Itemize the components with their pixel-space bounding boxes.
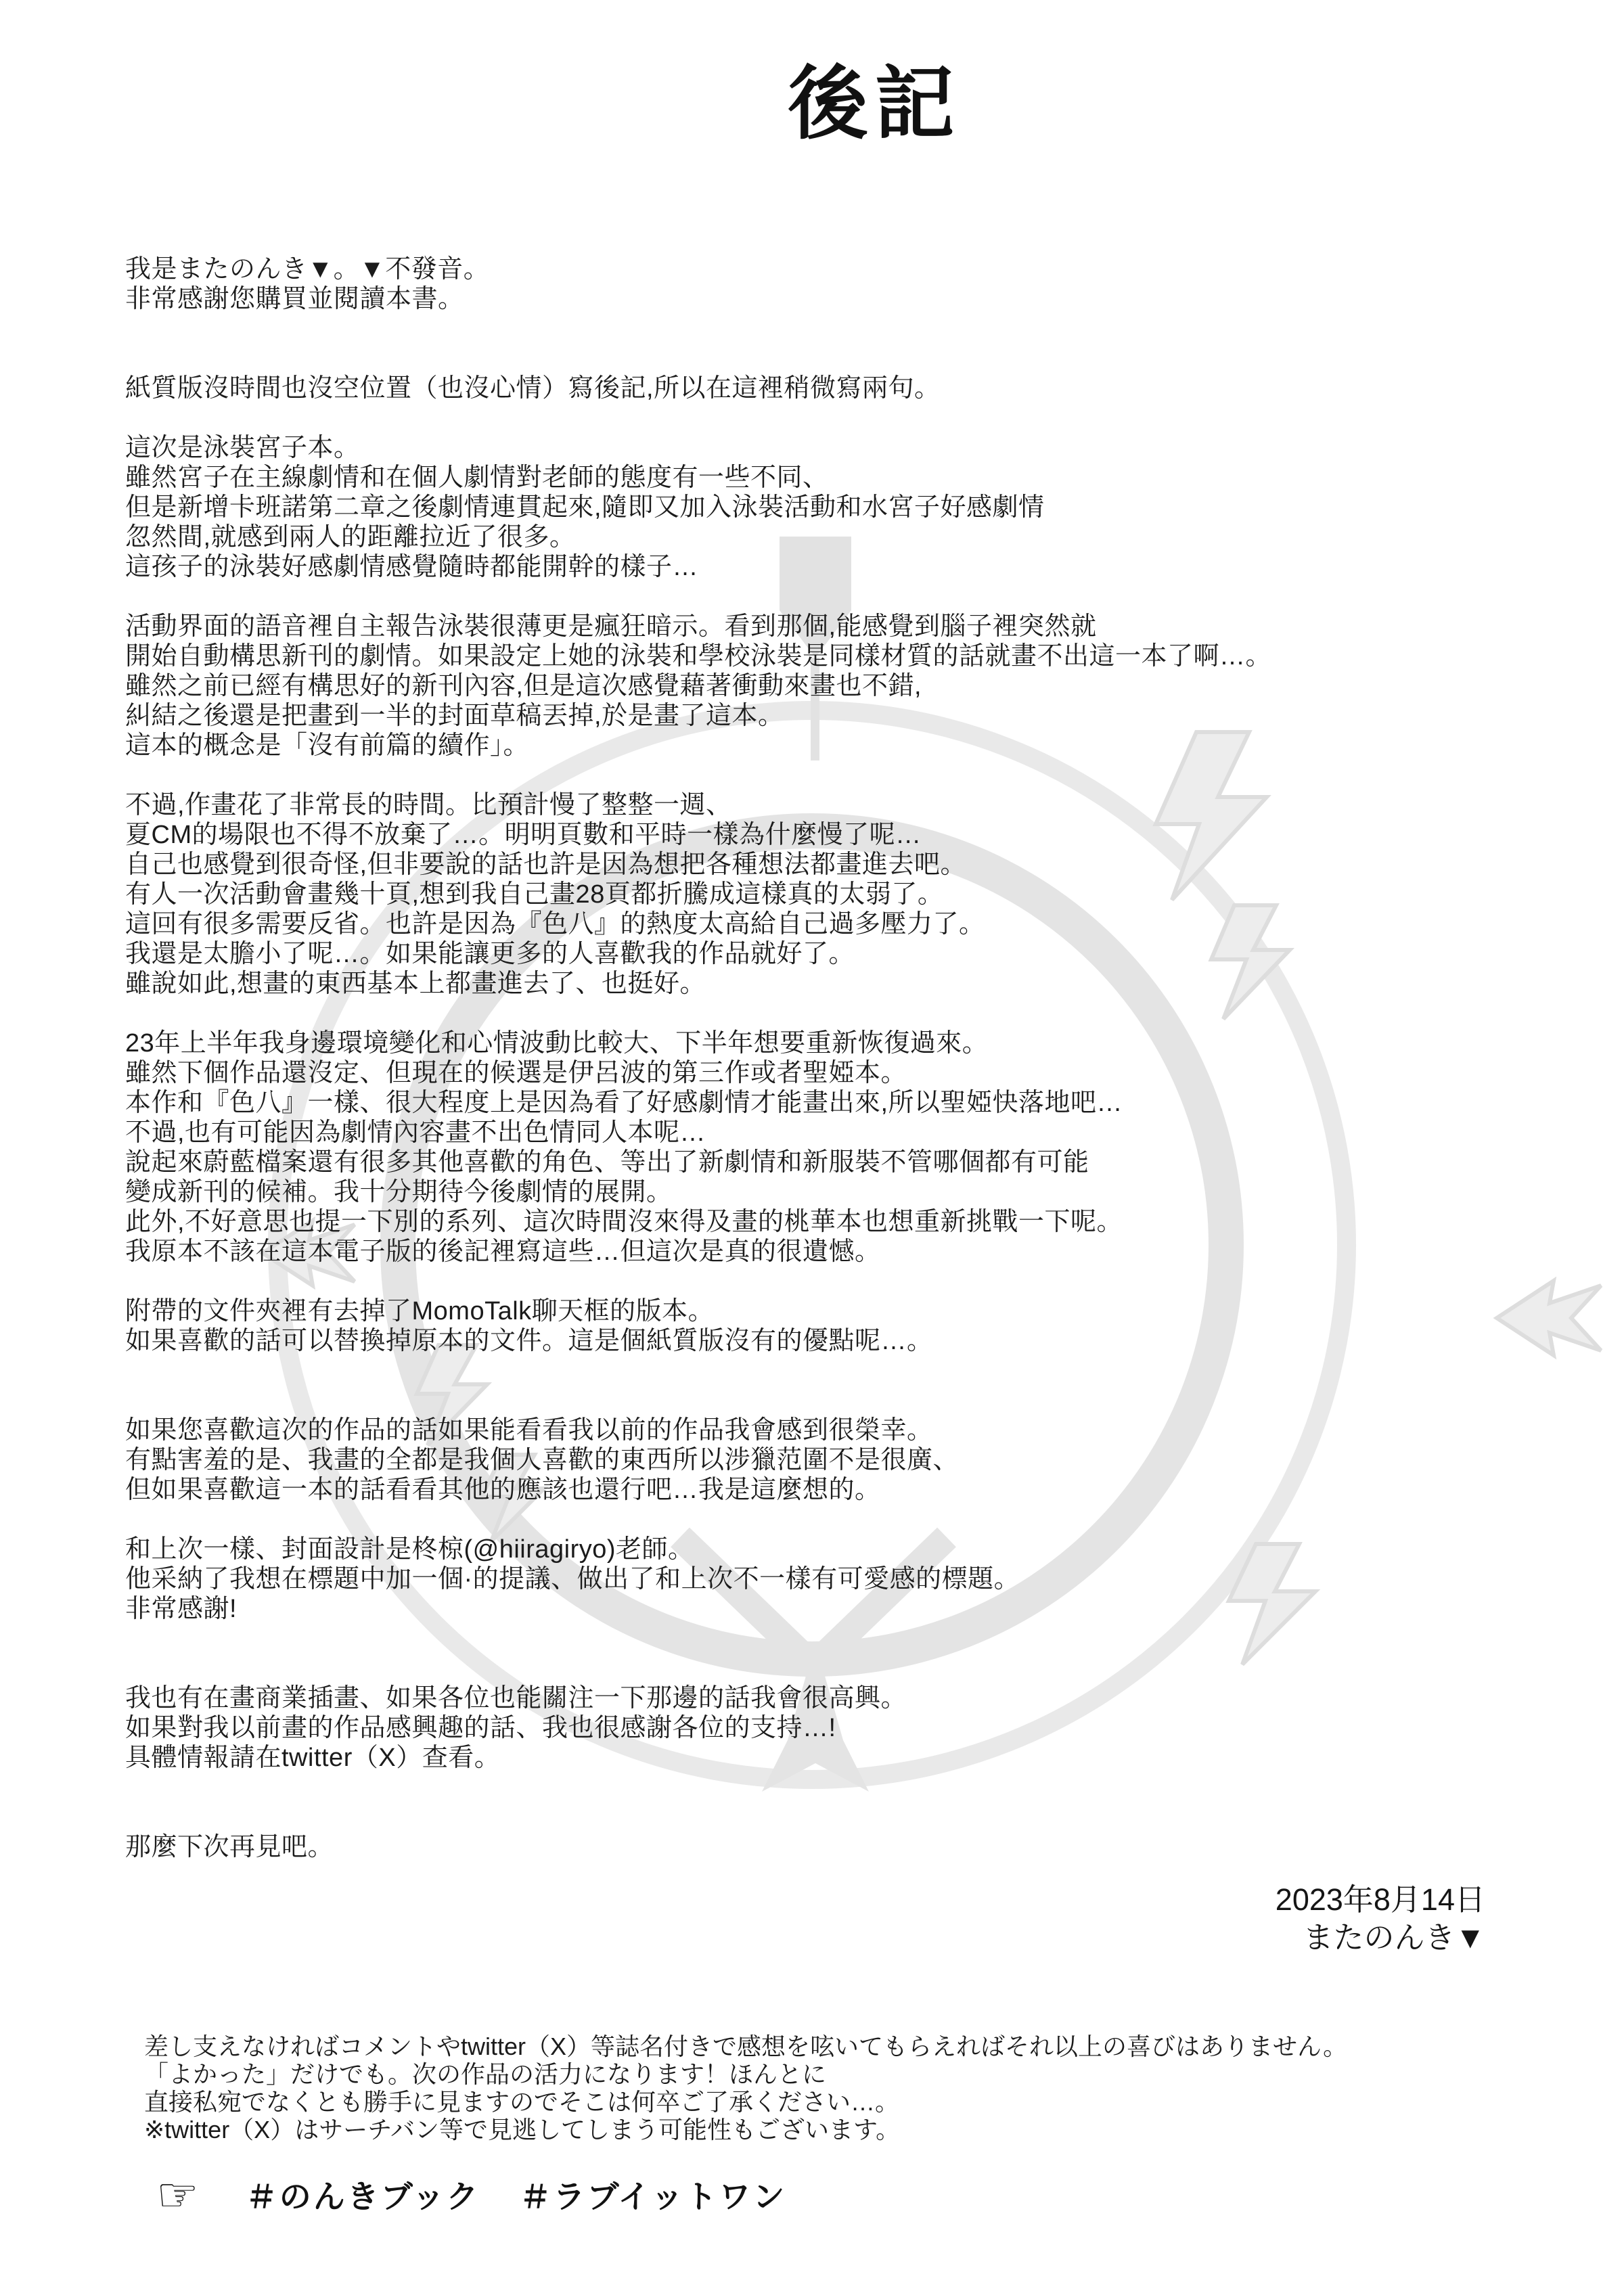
afterword-line [125,582,1624,612]
afterword-line: 我還是太膽小了呢…。如果能讓更多的人喜歡我的作品就好了。 [125,940,855,968]
postscript-line: 差し支えなければコメントやtwitter（X）等誌名付きで感想を呟いてもらえればそれ以上の喜びはありません。 [144,2033,1348,2060]
postscript-line: ※twitter（X）はサーチバン等で見逃してしまう可能性もございます。 [144,2116,901,2143]
afterword-line: 有人一次活動會畫幾十頁,想到我自己畫28頁都折騰成這樣真的太弱了。 [125,880,944,909]
afterword-line: 但是新增卡班諾第二章之後劇情連貫起來,隨即又加入泳裝活動和水宮子好感劇情 [125,493,1045,522]
afterword-line [125,760,1624,790]
afterword-line: 夏CM的場限也不得不放棄了…。明明頁數和平時一樣為什麼慢了呢… [125,821,922,849]
afterword-line: 變成新刊的候補。我十分期待今後劇情的展開。 [125,1178,673,1206]
afterword-line: 我是またのんき▼。▼不發音。 [125,255,490,283]
afterword-line: 如果對我以前畫的作品感興趣的話、我也很感謝各位的支持…! [125,1714,836,1742]
afterword-line: 他采納了我想在標題中加一個·的提議、做出了和上次不一樣有可愛感的標題。 [125,1565,1020,1593]
hashtag-line [156,2168,1624,2221]
afterword-line [125,403,1624,433]
afterword-line: 糾結之後還是把畫到一半的封面草稿丟掉,於是畫了這本。 [125,702,784,730]
postscript-line: 「よかった」だけでも。次の作品の活力になります！ほんとに [144,2060,827,2088]
afterword-line: 本作和『色八』一樣、很大程度上是因為看了好感劇情才能畫出來,所以聖婭快落地吧… [125,1089,1123,1117]
afterword-line: 不過,也有可能因為劇情內容畫不出色情同人本呢… [125,1118,706,1147]
afterword-line: 非常感謝! [125,1595,238,1623]
afterword-line: 但如果喜歡這一本的話看看其他的應該也還行吧…我是這麼想的。 [125,1476,881,1504]
afterword-line: 非常感謝您購買並閱讀本書。 [125,285,464,313]
afterword-line: 忽然間,就感到兩人的距離拉近了很多。 [125,523,576,551]
hashtag-nonki-book: ＃のんきブック [245,2179,480,2215]
afterword-line: 此外,不好意思也提一下別的系列、這次時間沒來得及畫的桃華本也想重新挑戰一下呢。 [125,1208,1123,1236]
afterword-line [125,1802,1624,1832]
afterword-line: 具體情報請在twitter（X）查看。 [125,1744,501,1772]
afterword-line: 開始自動構思新刊的劇情。如果設定上她的泳裝和學校泳裝是同樣材質的話就畫不出這一本了啊…。 [125,642,1272,671]
afterword-line: 如果您喜歡這次的作品的話如果能看看我以前的作品我會感到很榮幸。 [125,1416,933,1445]
signoff-author: またのんき▼ [1303,1920,1485,1955]
afterword-line [125,1624,1624,1654]
afterword-line: 我也有在畫商業插畫、如果各位也能關注一下那邊的話我會很高興。 [125,1684,907,1712]
afterword-line [125,1356,1624,1386]
afterword-line: 這次是泳裝宮子本。 [125,434,360,462]
afterword-line: 雖然下個作品還沒定、但現在的候選是伊呂波的第三作或者聖婭本。 [125,1059,907,1087]
afterword-line: 如果喜歡的話可以替換掉原本的文件。這是個紙質版沒有的優點呢…。 [125,1327,933,1355]
afterword-line: 紙質版沒時間也沒空位置（也沒心情）寫後記,所以在這裡稍微寫兩句。 [125,374,941,403]
afterword-line: 附帶的文件夾裡有去掉了MomoTalk聊天框的版本。 [125,1297,715,1325]
signoff-block [125,1881,1624,1957]
afterword-line [125,1654,1624,1683]
afterword-line: 不過,作畫花了非常長的時間。比預計慢了整整一週、 [125,791,732,819]
hashtag-love-it-one: ＃ラブイットワン [519,2179,787,2215]
afterword-line: 我原本不該在這本電子版的後記裡寫這些…但這次是真的很遺憾。 [125,1238,881,1266]
postscript-line: 直接私宛でなくとも勝手に見ますのでそこは何卒ご了承ください…。 [144,2088,900,2116]
afterword-line [125,1267,1624,1296]
afterword-line: 雖然之前已經有構思好的新刊內容,但是這次感覺藉著衝動來畫也不錯, [125,672,922,700]
afterword-line: 和上次一樣、封面設計是柊椋(@hiiragiryo)老師。 [125,1535,694,1564]
afterword-line: 活動界面的語音裡自主報告泳裝很薄更是瘋狂暗示。看到那個,能感覺到腦子裡突然就 [125,612,1097,641]
afterword-line: 自己也感覺到很奇怪,但非要說的話也許是因為想把各種想法都畫進去吧。 [125,850,967,879]
page-title: 後記 [788,60,962,149]
afterword-line: 有點害羞的是、我畫的全都是我個人喜歡的東西所以涉獵范圍不是很廣、 [125,1446,960,1474]
afterword-line [125,1386,1624,1415]
afterword-line [125,344,1624,373]
afterword-line: 雖說如此,想畫的東西基本上都畫進去了、也挺好。 [125,970,706,998]
afterword-line: 雖然宮子在主線劇情和在個人劇情對老師的態度有一些不同、 [125,463,829,492]
afterword-line: 說起來蔚藍檔案還有很多其他喜歡的角色、等出了新劇情和新服裝不管哪個都有可能 [125,1148,1089,1177]
afterword-line [125,999,1624,1028]
signoff-date: 2023年8月14日 [1275,1882,1485,1917]
afterword-line [125,1505,1624,1535]
afterword-text [125,254,1624,1862]
pointing-hand-icon: ☞ [156,2168,201,2221]
afterword-line: 這孩子的泳裝好感劇情感覺隨時都能開幹的樣子… [125,553,699,581]
afterword-line: 那麼下次再見吧。 [125,1833,334,1861]
afterword-line: 這回有很多需要反省。也許是因為『色八』的熱度太高給自己過多壓力了。 [125,910,985,938]
afterword-line [125,314,1624,344]
afterword-line [125,1773,1624,1802]
postscript-block [144,2033,1624,2143]
afterword-line: 這本的概念是「沒有前篇的續作」。 [125,731,530,760]
afterword-line: 23年上半年我身邊環境變化和心情波動比較大、下半年想要重新恢復過來。 [125,1029,989,1058]
